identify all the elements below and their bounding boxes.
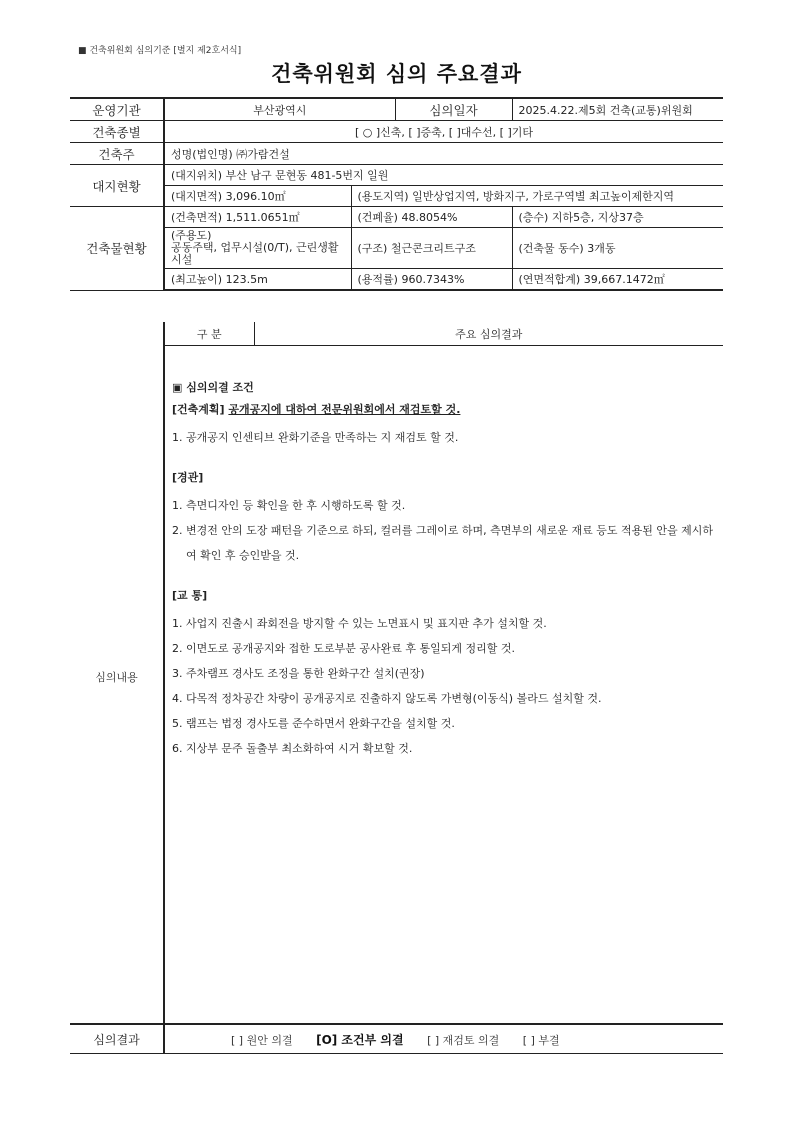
total-floor-area: (연면적합계) 39,667.1472㎡ — [512, 269, 723, 291]
traffic-item: 1. 사업지 진출시 좌회전을 방지할 수 있는 노면표시 및 표지판 추가 설치할 것. — [172, 617, 547, 630]
coverage-ratio: (건폐율) 48.8054% — [351, 207, 512, 228]
conditions-title: ▣ 심의의결 조건 — [172, 381, 254, 394]
operating-org-label: 운영기관 — [70, 98, 164, 121]
site-label: 대지현황 — [70, 165, 164, 207]
site-location: (대지위치) 부산 남구 문현동 481-5번지 일원 — [164, 165, 723, 186]
landscape-title: [경관] — [172, 471, 204, 484]
traffic-item: 5. 램프는 법정 경사도를 준수하면서 완화구간을 설치할 것. — [172, 717, 455, 730]
traffic-item: 2. 이면도로 공개공지와 접한 도로부분 공사완료 후 통일되게 정리할 것. — [172, 642, 515, 655]
result-option-original: [ ] 원안 의결 — [231, 1033, 293, 1047]
owner-value: 성명(법인명) ㈜가람건설 — [164, 143, 723, 165]
page-title: 건축위원회 심의 주요결과 — [271, 62, 522, 86]
building-type-options: [ ○ ]신축, [ ]증축, [ ]대수선, [ ]기타 — [164, 121, 723, 143]
structure: (구조) 철근콘크리트구조 — [351, 228, 512, 269]
traffic-item: 3. 주차램프 경사도 조정을 통한 완화구간 설치(권장) — [172, 667, 425, 680]
plan-title: [건축계획] — [172, 403, 225, 416]
summary-table — [70, 97, 723, 291]
traffic-item: 4. 다목적 정차공간 차량이 공개공지로 진출하지 않도록 가변형(이동식) 볼라드 설치할 것. — [172, 692, 602, 705]
floor-area-ratio: (용적률) 960.7343% — [351, 269, 512, 291]
review-side-label: 심의내용 — [70, 322, 164, 1031]
main-use — [164, 228, 351, 269]
review-table — [70, 322, 723, 1031]
plan-note: 공개공지에 대하여 전문위원회에서 재검토할 것. — [228, 403, 461, 416]
result-options — [164, 1024, 723, 1054]
result-option-reexamine: [ ] 재검토 의결 — [427, 1033, 500, 1047]
result-label: 심의결과 — [70, 1024, 164, 1054]
review-col-category: 구 분 — [164, 322, 254, 346]
plan-section-title — [172, 403, 715, 417]
owner-label: 건축주 — [70, 143, 164, 165]
main-use-value: 공동주택, 업무시설(0/T), 근린생활시설 — [171, 241, 339, 266]
review-date: 2025.4.22.제5회 건축(교통)위원회 — [512, 98, 723, 121]
operating-org: 부산광역시 — [164, 98, 395, 121]
landscape-item: 1. 측면디자인 등 확인을 한 후 시행하도록 할 것. — [172, 499, 406, 512]
building-label: 건축물현황 — [70, 207, 164, 291]
zoning: (용도지역) 일반상업지역, 방화지구, 가로구역별 최고높이제한지역 — [351, 186, 723, 207]
landscape-item: 2. 변경전 안의 도장 패턴을 기준으로 하되, 컬러를 그레이로 하며, 측면부의 새로운 재료 등도 적용된 안을 제시하여 확인 후 승인받을 것. — [172, 524, 713, 562]
floors: (층수) 지하5층, 지상37층 — [512, 207, 723, 228]
plan-item: 1. 공개공지 인센티브 완화기준을 만족하는 지 재검토 할 것. — [172, 431, 459, 444]
main-use-label: (주용도) — [171, 229, 212, 242]
max-height: (최고높이) 123.5m — [164, 269, 351, 291]
traffic-title: [교 통] — [172, 589, 208, 602]
result-option-rejected: [ ] 부결 — [522, 1033, 560, 1047]
review-date-label: 심의일자 — [395, 98, 512, 121]
site-area: (대지면적) 3,096.10㎡ — [164, 186, 351, 207]
review-col-result: 주요 심의결과 — [254, 322, 723, 346]
traffic-item: 6. 지상부 문주 돌출부 최소화하여 시거 확보할 것. — [172, 742, 413, 755]
result-table — [70, 1023, 723, 1054]
review-content — [164, 346, 723, 1032]
result-option-conditional: [O] 조건부 의결 — [316, 1032, 404, 1047]
building-count: (건축물 동수) 3개동 — [512, 228, 723, 269]
form-label: ■ 건축위원회 심의기준 [별지 제2호서식] — [78, 46, 242, 56]
building-type-label: 건축종별 — [70, 121, 164, 143]
building-area: (건축면적) 1,511.0651㎡ — [164, 207, 351, 228]
